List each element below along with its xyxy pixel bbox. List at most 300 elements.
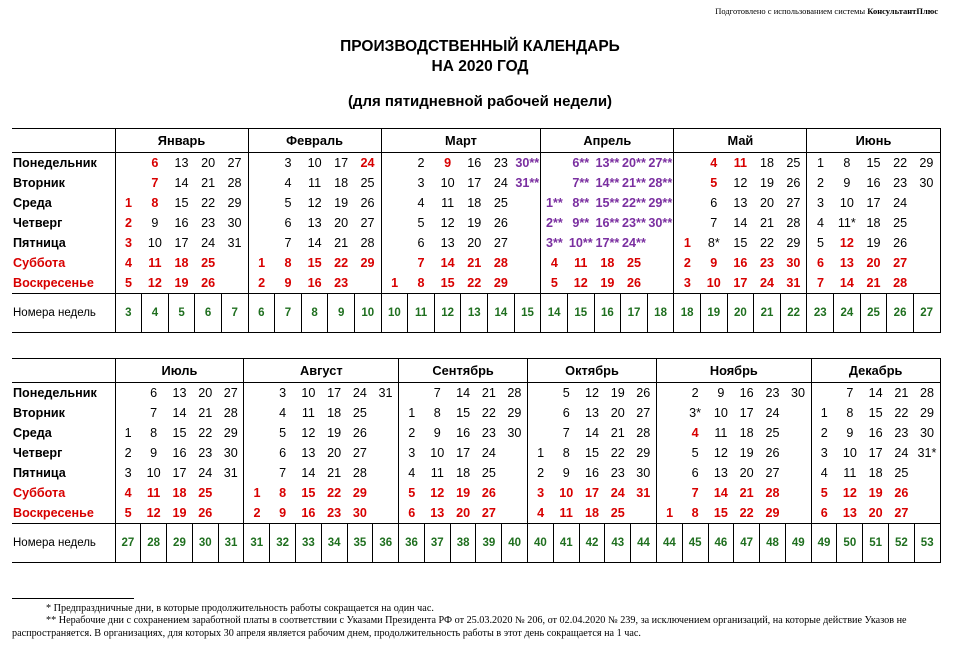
- week-number: 17: [621, 294, 648, 333]
- day-cell: 19: [174, 276, 189, 290]
- day-cell: 14: [456, 386, 471, 400]
- day-cell: [785, 483, 811, 503]
- day-cell: 19: [327, 426, 342, 440]
- day-cell: 14: [307, 236, 322, 250]
- day-cell: 5: [811, 483, 837, 503]
- week-number: 42: [579, 524, 605, 563]
- day-cell: 12: [839, 236, 854, 250]
- week-number: 53: [914, 524, 940, 563]
- day-cell: [248, 233, 275, 253]
- weekday-row: [12, 503, 940, 524]
- day-cell: 8: [150, 426, 158, 440]
- day-cell: 1: [528, 443, 554, 463]
- day-cell: 12: [301, 426, 316, 440]
- day-cell: 22: [893, 156, 908, 170]
- day-cell: 25: [493, 196, 508, 210]
- day-cell: 14: [301, 466, 316, 480]
- day-cell: 10: [147, 236, 162, 250]
- day-cell: 28: [223, 406, 238, 420]
- day-cell: 9: [150, 446, 158, 460]
- weekday-row: [12, 193, 940, 213]
- day-cell: 25: [360, 176, 375, 190]
- day-cell: 29: [352, 486, 367, 500]
- week-number: 39: [476, 524, 502, 563]
- day-cell: [244, 423, 270, 443]
- month-name: Ноябрь: [656, 359, 811, 383]
- weekday-label: Суббота: [13, 486, 66, 500]
- day-cell: 20: [610, 406, 625, 420]
- day-cell: 28: [786, 216, 801, 230]
- day-cell: 21: [481, 386, 496, 400]
- day-cell: 11: [147, 486, 161, 500]
- day-cell: 15: [733, 236, 748, 250]
- day-cell: 24: [893, 196, 908, 210]
- day-cell: 3: [284, 156, 292, 170]
- day-cell: 11: [430, 466, 444, 480]
- day-cell: 29: [223, 426, 238, 440]
- day-cell: 10: [842, 446, 857, 460]
- day-cell: 16: [467, 156, 482, 170]
- weekday-label: Пятница: [13, 466, 66, 480]
- day-cell: 25: [894, 466, 909, 480]
- day-cell: 29: [493, 276, 508, 290]
- day-cell: 30: [223, 446, 238, 460]
- day-cell: 30**: [648, 216, 673, 230]
- day-cell: [373, 503, 399, 524]
- day-cell: [514, 193, 541, 213]
- day-cell: 27: [636, 406, 651, 420]
- day-cell: 23: [760, 256, 775, 270]
- week-number: 40: [528, 524, 554, 563]
- day-cell: 21: [760, 216, 775, 230]
- day-cell: 4: [807, 213, 834, 233]
- day-cell: [248, 173, 275, 193]
- day-cell: 22: [760, 236, 775, 250]
- day-cell: [381, 153, 408, 174]
- day-cell: 27: [227, 156, 242, 170]
- week-number: 12: [434, 294, 461, 333]
- day-cell: 3: [115, 463, 141, 483]
- day-cell: 22**: [622, 196, 646, 210]
- day-cell: 28: [360, 236, 375, 250]
- week-number: 10: [381, 294, 408, 333]
- day-cell: 13: [713, 466, 728, 480]
- day-cell: [381, 253, 408, 273]
- day-cell: 9: [433, 426, 441, 440]
- day-cell: 10: [839, 196, 854, 210]
- day-cell: 9: [710, 256, 718, 270]
- day-cell: 26: [626, 276, 641, 290]
- day-cell: [528, 403, 554, 423]
- week-number: 34: [321, 524, 347, 563]
- week-number: 48: [760, 524, 786, 563]
- week-number: 35: [347, 524, 373, 563]
- day-cell: 7: [807, 273, 834, 294]
- day-cell: 31*: [914, 443, 940, 463]
- week-number: 9: [328, 294, 355, 333]
- page-title: ПРОИЗВОДСТВЕННЫЙ КАЛЕНДАРЬ: [340, 38, 620, 55]
- day-cell: 4: [811, 463, 837, 483]
- day-cell: 17: [866, 196, 881, 210]
- week-number: 32: [270, 524, 296, 563]
- month-name: Декабрь: [811, 359, 940, 383]
- weekday-label: Четверг: [13, 216, 63, 230]
- day-cell: 23: [493, 156, 508, 170]
- day-cell: 14: [713, 486, 728, 500]
- day-cell: 11: [733, 156, 748, 170]
- weekday-row: [12, 173, 940, 193]
- day-cell: [647, 273, 674, 294]
- day-cell: 16**: [595, 216, 620, 230]
- day-cell: 24: [765, 406, 780, 420]
- day-cell: 1: [115, 193, 142, 213]
- day-cell: [502, 503, 528, 524]
- day-cell: 30: [913, 173, 940, 193]
- day-cell: 13: [174, 156, 189, 170]
- day-cell: 26: [636, 386, 651, 400]
- day-cell: 27: [765, 466, 780, 480]
- day-cell: 27: [786, 196, 801, 210]
- day-cell: 18: [866, 216, 881, 230]
- day-cell: 7: [691, 486, 699, 500]
- day-cell: 24: [201, 236, 216, 250]
- day-cell: 15: [456, 406, 471, 420]
- day-cell: 3: [115, 233, 142, 253]
- day-cell: 8: [562, 446, 570, 460]
- day-cell: 28: [765, 486, 780, 500]
- page-subtitle-week-type: (для пятидневной рабочей недели): [347, 93, 613, 110]
- day-cell: 12: [146, 506, 161, 520]
- day-cell: 24: [360, 156, 375, 170]
- day-cell: 17: [584, 486, 599, 500]
- day-cell: 31: [223, 466, 238, 480]
- day-cell: 6: [151, 156, 159, 170]
- day-cell: 25: [481, 466, 496, 480]
- day-cell: 5: [284, 196, 292, 210]
- day-cell: 17: [174, 236, 189, 250]
- day-cell: [381, 193, 408, 213]
- day-cell: 18: [600, 256, 615, 270]
- day-cell: 2: [248, 273, 275, 294]
- day-cell: 30: [636, 466, 651, 480]
- month-name: Октябрь: [528, 359, 657, 383]
- day-cell: 16: [307, 276, 322, 290]
- day-cell: 18: [327, 406, 342, 420]
- day-cell: 12: [440, 216, 455, 230]
- day-cell: 2: [691, 386, 699, 400]
- day-cell: 31: [378, 386, 393, 400]
- day-cell: [354, 273, 381, 294]
- day-cell: 3: [417, 176, 425, 190]
- day-cell: 29: [636, 446, 651, 460]
- day-cell: 23: [894, 426, 909, 440]
- day-cell: 25: [352, 406, 367, 420]
- day-cell: [221, 253, 248, 273]
- day-cell: 1: [115, 423, 141, 443]
- day-cell: 27: [894, 506, 909, 520]
- month-name: Июль: [115, 359, 244, 383]
- weekday-label: Воскресенье: [13, 276, 94, 290]
- weekday-row: [12, 233, 940, 253]
- day-cell: 21: [610, 426, 625, 440]
- day-cell: 7: [562, 426, 570, 440]
- day-cell: 17: [334, 156, 349, 170]
- day-cell: 1: [674, 233, 701, 253]
- day-cell: [674, 213, 701, 233]
- day-cell: [244, 383, 270, 404]
- day-cell: 13: [842, 506, 857, 520]
- day-cell: 17: [467, 176, 482, 190]
- day-cell: 11: [574, 256, 588, 270]
- day-cell: 4: [115, 483, 141, 503]
- weekday-row: [12, 273, 940, 294]
- week-number: 25: [860, 294, 887, 333]
- weekday-label: Воскресенье: [13, 506, 94, 520]
- day-cell: 14: [868, 386, 883, 400]
- day-cell: [785, 403, 811, 423]
- day-cell: 21: [866, 276, 881, 290]
- day-cell: [514, 253, 541, 273]
- week-number: 14: [488, 294, 515, 333]
- day-cell: 27: [352, 446, 367, 460]
- day-cell: 28: [352, 466, 367, 480]
- day-cell: 2: [811, 423, 837, 443]
- day-cell: 26: [352, 426, 367, 440]
- day-cell: 7: [279, 466, 287, 480]
- day-cell: 8: [417, 276, 425, 290]
- day-cell: 8: [843, 156, 851, 170]
- day-cell: 4: [417, 196, 425, 210]
- day-cell: [656, 383, 682, 404]
- day-cell: 6: [562, 406, 570, 420]
- day-cell: [244, 403, 270, 423]
- month-name: Январь: [115, 129, 248, 153]
- day-cell: 2**: [541, 213, 568, 233]
- day-cell: 21: [467, 256, 482, 270]
- day-cell: 22: [327, 486, 342, 500]
- day-cell: 19: [600, 276, 615, 290]
- week-number: 31: [218, 524, 244, 563]
- day-cell: 24: [760, 276, 775, 290]
- week-number: 8: [301, 294, 328, 333]
- day-cell: 5: [399, 483, 425, 503]
- day-cell: 12: [733, 176, 748, 190]
- week-number: 36: [373, 524, 399, 563]
- day-cell: 3: [399, 443, 425, 463]
- day-cell: 30: [507, 426, 522, 440]
- weekday-label: Среда: [13, 196, 52, 210]
- day-cell: [674, 173, 701, 193]
- day-cell: 31: [636, 486, 651, 500]
- day-cell: 24: [493, 176, 508, 190]
- day-cell: 13: [430, 506, 445, 520]
- day-cell: 10: [430, 446, 445, 460]
- day-cell: 14: [174, 176, 189, 190]
- day-cell: 4: [710, 156, 718, 170]
- day-cell: 6: [284, 216, 292, 230]
- day-cell: 22: [467, 276, 482, 290]
- day-cell: 26: [893, 236, 908, 250]
- day-cell: 3: [528, 483, 554, 503]
- day-cell: 25: [893, 216, 908, 230]
- day-cell: 31: [786, 276, 801, 290]
- day-cell: [656, 423, 682, 443]
- day-cell: 26: [786, 176, 801, 190]
- day-cell: 28: [493, 256, 508, 270]
- month-name: Апрель: [541, 129, 674, 153]
- day-cell: 24: [481, 446, 496, 460]
- day-cell: 7**: [572, 176, 590, 190]
- day-cell: 17**: [595, 236, 620, 250]
- day-cell: [514, 273, 541, 294]
- day-cell: 30: [791, 386, 806, 400]
- day-cell: 4: [115, 253, 142, 273]
- day-cell: [541, 153, 568, 174]
- day-cell: [115, 173, 142, 193]
- day-cell: 8: [284, 256, 292, 270]
- day-cell: [647, 253, 674, 273]
- week-number: 28: [141, 524, 167, 563]
- day-cell: 30: [352, 506, 367, 520]
- day-cell: 13**: [595, 156, 620, 170]
- day-cell: 15: [866, 156, 881, 170]
- week-number: 27: [913, 294, 940, 333]
- day-cell: 20: [334, 216, 349, 230]
- day-cell: [914, 483, 940, 503]
- day-cell: 29: [765, 506, 780, 520]
- day-cell: [373, 403, 399, 423]
- day-cell: 24: [894, 446, 909, 460]
- day-cell: 14: [584, 426, 599, 440]
- day-cell: 15: [307, 256, 322, 270]
- day-cell: 21**: [622, 176, 646, 190]
- weekday-row: [12, 443, 940, 463]
- day-cell: 9: [444, 156, 452, 170]
- day-cell: 22: [201, 196, 216, 210]
- day-cell: 3: [279, 386, 287, 400]
- day-cell: 30: [914, 423, 940, 443]
- day-cell: 11: [301, 406, 315, 420]
- day-cell: 15**: [595, 196, 620, 210]
- day-cell: [514, 213, 541, 233]
- day-cell: 27: [360, 216, 375, 230]
- month-name: Август: [244, 359, 399, 383]
- week-number: 37: [424, 524, 450, 563]
- day-cell: 16: [174, 216, 189, 230]
- day-cell: 12: [573, 276, 588, 290]
- day-cell: 15: [301, 486, 316, 500]
- day-cell: 20: [866, 256, 881, 270]
- day-cell: 25: [765, 426, 780, 440]
- day-cell: 28**: [648, 176, 673, 190]
- day-cell: 25: [201, 256, 216, 270]
- day-cell: [785, 423, 811, 443]
- day-cell: 12: [430, 486, 445, 500]
- day-cell: 29: [786, 236, 801, 250]
- day-cell: 5: [115, 273, 142, 294]
- day-cell: 23: [198, 446, 213, 460]
- day-cell: 19: [739, 446, 754, 460]
- day-cell: 14: [733, 216, 748, 230]
- week-number: 19: [700, 294, 727, 333]
- day-cell: [913, 273, 940, 294]
- credit-line: [715, 6, 938, 16]
- day-cell: 22: [610, 446, 625, 460]
- day-cell: 23: [610, 466, 625, 480]
- day-cell: [514, 233, 541, 253]
- weekday-label: Вторник: [13, 176, 65, 190]
- day-cell: 9: [284, 276, 292, 290]
- day-cell: 16: [584, 466, 599, 480]
- day-cell: 20: [739, 466, 754, 480]
- day-cell: 2: [115, 443, 141, 463]
- week-number: 4: [142, 294, 169, 333]
- day-cell: 21: [198, 406, 213, 420]
- day-cell: [913, 213, 940, 233]
- day-cell: 7: [433, 386, 441, 400]
- day-cell: 16: [866, 176, 881, 190]
- day-cell: 21: [334, 236, 349, 250]
- day-cell: 16: [868, 426, 883, 440]
- week-number: 5: [168, 294, 195, 333]
- day-cell: 3: [811, 443, 837, 463]
- day-cell: 11: [148, 256, 162, 270]
- day-cell: 1**: [541, 193, 568, 213]
- day-cell: 9: [279, 506, 287, 520]
- header-blank: [12, 129, 115, 153]
- day-cell: 13: [172, 386, 187, 400]
- day-cell: [218, 503, 244, 524]
- day-cell: 11: [559, 506, 573, 520]
- day-cell: 18: [760, 156, 775, 170]
- day-cell: [785, 463, 811, 483]
- day-cell: [674, 193, 701, 213]
- week-number: 7: [221, 294, 248, 333]
- week-number: 24: [834, 294, 861, 333]
- day-cell: 1: [248, 253, 275, 273]
- day-cell: 21: [739, 486, 754, 500]
- day-cell: [218, 483, 244, 503]
- day-cell: 17: [739, 406, 754, 420]
- day-cell: 6: [691, 466, 699, 480]
- credit-brand: КонсультантПлюс: [867, 6, 938, 16]
- week-number: 49: [785, 524, 811, 563]
- day-cell: 5: [417, 216, 425, 230]
- week-number: 36: [399, 524, 425, 563]
- week-number: 10: [354, 294, 381, 333]
- weekday-label: Среда: [13, 426, 52, 440]
- day-cell: [221, 273, 248, 294]
- month-name: Сентябрь: [399, 359, 528, 383]
- day-cell: 14: [839, 276, 854, 290]
- day-cell: 23: [893, 176, 908, 190]
- day-cell: 26: [198, 506, 213, 520]
- day-cell: 22: [894, 406, 909, 420]
- month-name: Май: [674, 129, 807, 153]
- day-cell: [399, 383, 425, 404]
- calendar-first-half: [12, 128, 941, 333]
- day-cell: 31: [227, 236, 242, 250]
- week-number: 33: [295, 524, 321, 563]
- week-number: 15: [567, 294, 594, 333]
- day-cell: 25: [626, 256, 641, 270]
- day-cell: 29: [360, 256, 375, 270]
- week-number: 20: [727, 294, 754, 333]
- month-name: Февраль: [248, 129, 381, 153]
- day-cell: 26: [201, 276, 216, 290]
- day-cell: 23: [481, 426, 496, 440]
- weekday-label: Четверг: [13, 446, 63, 460]
